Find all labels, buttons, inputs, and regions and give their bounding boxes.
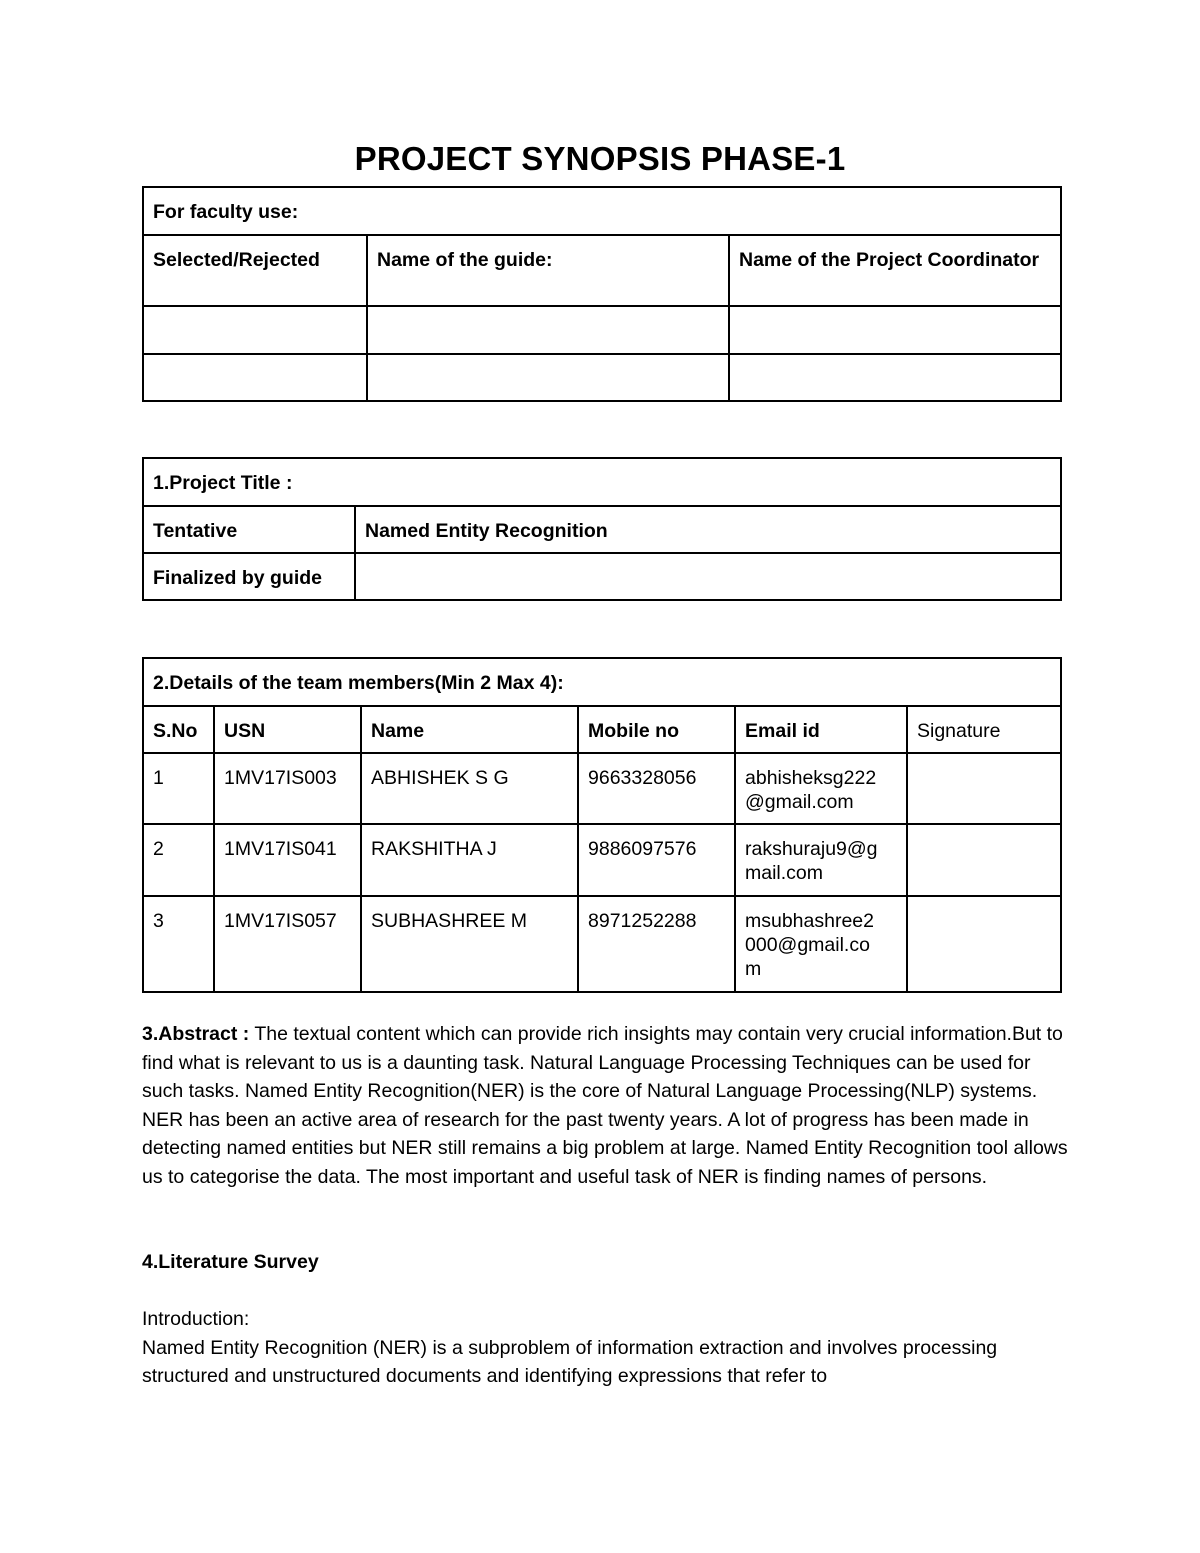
abstract-label: 3.Abstract : (142, 1023, 250, 1045)
email-line: abhisheksg222 (745, 767, 877, 789)
email-line: mail.com (745, 862, 824, 884)
signature-cell (907, 753, 1061, 824)
empty-cell (729, 354, 1061, 401)
name-cell: SUBHASHREE M (361, 896, 578, 992)
column-header: Mobile no (578, 706, 735, 753)
table-row (143, 753, 1061, 824)
mobile-cell: 9886097576 (578, 824, 735, 896)
finalized-label: Finalized by guide (143, 553, 355, 600)
selected-rejected-header: Selected/Rejected (143, 235, 367, 306)
tentative-label: Tentative (143, 506, 355, 553)
abstract-text: The textual content which can provide rich insights may contain very crucial information.But to find what is relevant to us is a daunting task. Natural Language Processing Techniques can be used for such tasks. Named Entity Recognition(NER) is the core of Natural Language Processing(NLP) systems. NER has been an active area of research for the past twenty years. A lot of progress has been made in detecting named entities but NER still remains a big problem at large. Named Entity Recognition tool allows us to categorise the data. The most important and useful task of NER is finding names of persons. (142, 1023, 1068, 1188)
email-cell (735, 753, 907, 824)
name-cell: ABHISHEK S G (361, 753, 578, 824)
empty-cell (367, 354, 729, 401)
project-title-heading: 1.Project Title : (143, 458, 1061, 506)
page-title: PROJECT SYNOPSIS PHASE-1 (354, 140, 846, 177)
signature-cell (907, 824, 1061, 896)
team-heading: 2.Details of the team members(Min 2 Max 4): (143, 658, 1061, 706)
usn-cell: 1MV17IS041 (214, 824, 361, 896)
table-header-row (143, 706, 1061, 753)
column-header: S.No (143, 706, 214, 753)
empty-cell (143, 306, 367, 354)
mobile-cell: 9663328056 (578, 753, 735, 824)
coordinator-name-header: Name of the Project Coordinator (729, 235, 1061, 306)
mobile-cell: 8971252288 (578, 896, 735, 992)
tentative-value: Named Entity Recognition (355, 506, 1061, 553)
sno-cell: 3 (143, 896, 214, 992)
column-header: Signature (907, 706, 1061, 753)
email-line: m (745, 958, 762, 980)
guide-name-header: Name of the guide: (367, 235, 729, 306)
usn-cell: 1MV17IS003 (214, 753, 361, 824)
empty-cell (367, 306, 729, 354)
table-row (143, 824, 1061, 896)
table-row (143, 896, 1061, 992)
email-cell (735, 824, 907, 896)
usn-cell: 1MV17IS057 (214, 896, 361, 992)
column-header: USN (214, 706, 361, 753)
abstract-section (142, 1020, 1072, 1191)
finalized-value (355, 553, 1061, 600)
email-line: rakshuraju9@g (745, 838, 878, 860)
sno-cell: 1 (143, 753, 214, 824)
faculty-use-table (142, 186, 1062, 402)
email-cell (735, 896, 907, 992)
intro-text: Named Entity Recognition (NER) is a subproblem of information extraction and involves processing structured and unstructured documents and identifying expressions that refer to (142, 1336, 998, 1387)
faculty-heading: For faculty use: (143, 187, 1061, 235)
literature-intro-section (142, 1305, 1072, 1391)
literature-survey-heading: 4.Literature Survey (142, 1251, 319, 1273)
name-cell: RAKSHITHA J (361, 824, 578, 896)
empty-cell (729, 306, 1061, 354)
sno-cell: 2 (143, 824, 214, 896)
email-line: @gmail.com (745, 791, 854, 813)
empty-cell (143, 354, 367, 401)
team-members-table (142, 657, 1062, 993)
email-line: 000@gmail.co (745, 934, 870, 956)
project-title-table (142, 457, 1062, 601)
column-header: Name (361, 706, 578, 753)
email-line: msubhashree2 (745, 910, 874, 932)
signature-cell (907, 896, 1061, 992)
intro-label: Introduction: (142, 1308, 250, 1330)
column-header: Email id (735, 706, 907, 753)
